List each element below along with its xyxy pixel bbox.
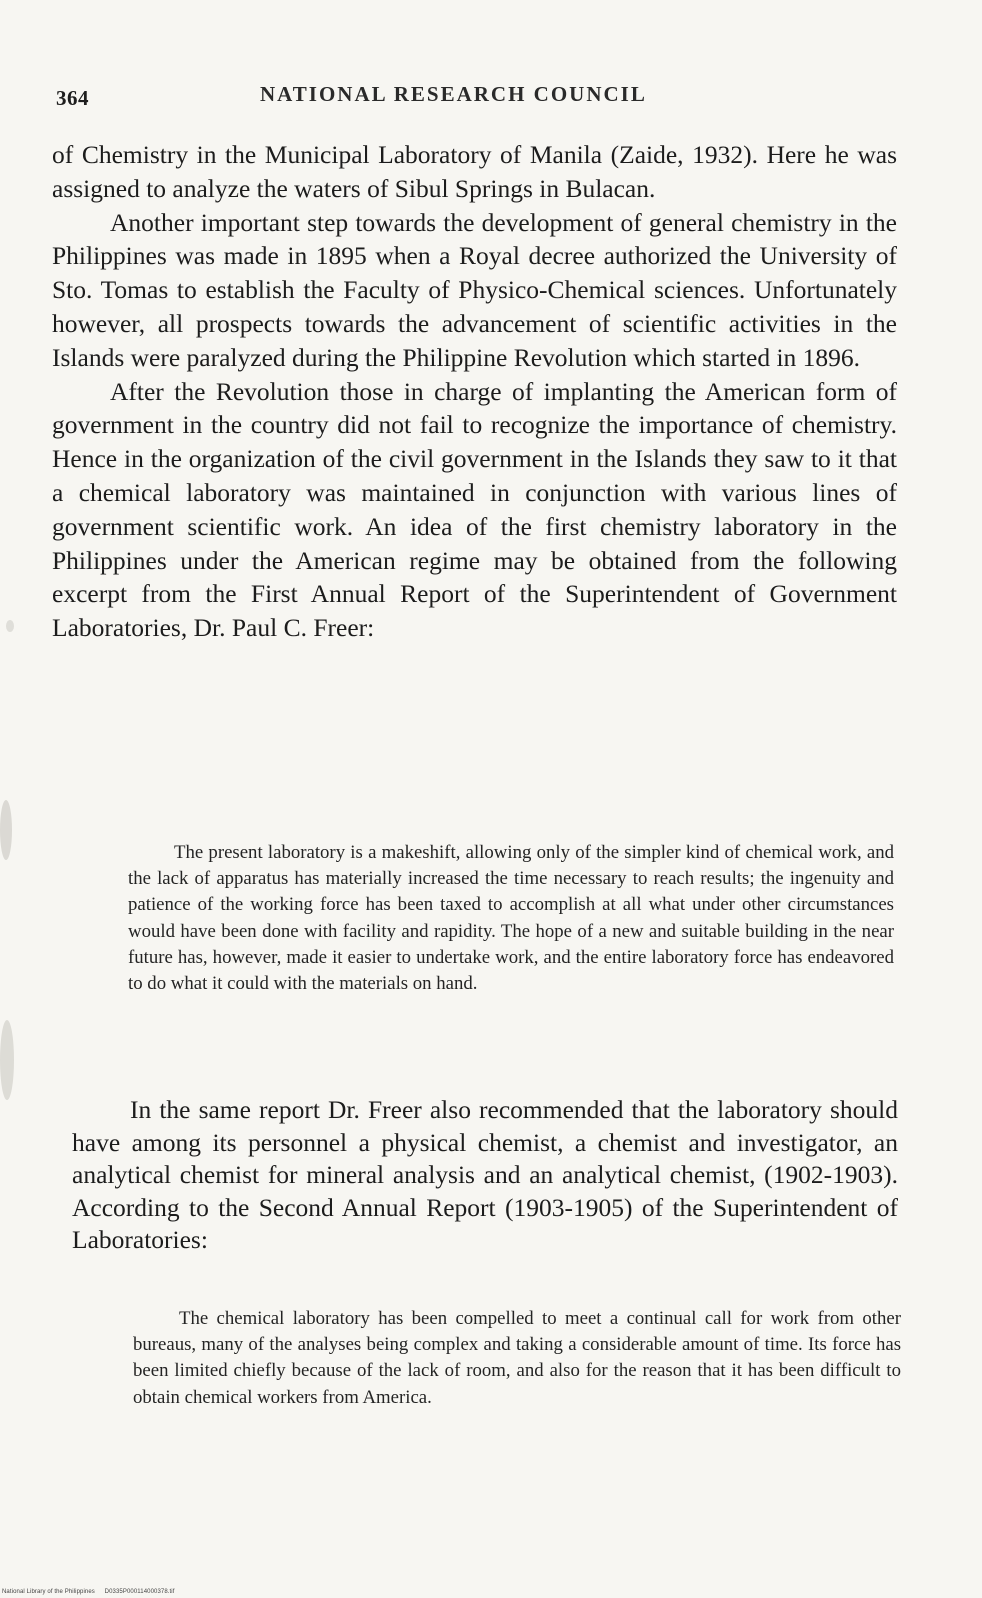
library-credit: National Library of the Philippines [2, 1589, 95, 1595]
quote-text: The chemical laboratory has been compelled to meet a continual call for work from other bureaus, many of the analyses being complex and taking a considerable amount of time. Its force has been limited chiefly because of the lack of room, and also for the reason that it has been difficult to obtain chemical workers from America. [133, 1308, 901, 1408]
running-head: NATIONAL RESEARCH COUNCIL [260, 82, 647, 106]
body-text [52, 138, 897, 645]
body-text-continued [72, 1094, 898, 1257]
scan-edge-mark [6, 620, 14, 632]
scan-identifier: D0335P000114000378.tif [104, 1589, 175, 1595]
block-quote-second-report [133, 1306, 901, 1411]
paragraph-continuation: of Chemistry in the Municipal Laboratory of Manila (Zaide, 1932). Here he was assigned to analyze the waters of Sibul Springs in Bulacan. [52, 140, 897, 203]
page-number: 364 [56, 86, 89, 110]
quote-text: The present laboratory is a makeshift, allowing only of the simpler kind of chemical work, and the lack of apparatus has materially increased the time necessary to reach results; the ingenuity and patience of the working force has been taxed to accomplish at all what under other circumstances would have been done with facility and rapidity. The hope of a new and suitable building in the near future has, however, made it easier to undertake work, and the entire laboratory force has endeavored to do what it could with the materials on hand. [128, 842, 894, 995]
paragraph-1895-decree: Another important step towards the development of general chemistry in the Philippines was made in 1895 when a Royal decree authorized the University of Sto. Tomas to establish the Faculty of Physico-Chemical sciences. Unfortunately however, all prospects towards the advancement of scientific activities in the Islands were paralyzed during the Philippine Revolution which started in 1896. [52, 207, 897, 372]
paragraph-same-report: In the same report Dr. Freer also recommended that the laboratory should have among its personnel a physical chemist, a chemist and investigator, an analytical chemist for mineral analysis and an analytical chemist, (1902-1903). According to the Second Annual Report (1903-1905) of the Superintendent of Laboratories: [72, 1095, 898, 1254]
block-quote-first-report [128, 840, 894, 997]
scan-edge-mark [0, 1020, 14, 1100]
scan-edge-mark [0, 800, 12, 860]
paragraph-after-revolution: After the Revolution those in charge of implanting the American form of government in the country did not fail to recognize the importance of chemistry. Hence in the organization of the civil government in the Islands they saw to it that a chemical laboratory was maintained in conjunction with various lines of government scientific work. An idea of the first chemistry laboratory in the Philippines under the American regime may be obtained from the following excerpt from the First Annual Report of the Superintendent of Government Laboratories, Dr. Paul C. Freer: [52, 376, 897, 643]
scan-footer [2, 1589, 175, 1595]
page-header [50, 78, 910, 118]
